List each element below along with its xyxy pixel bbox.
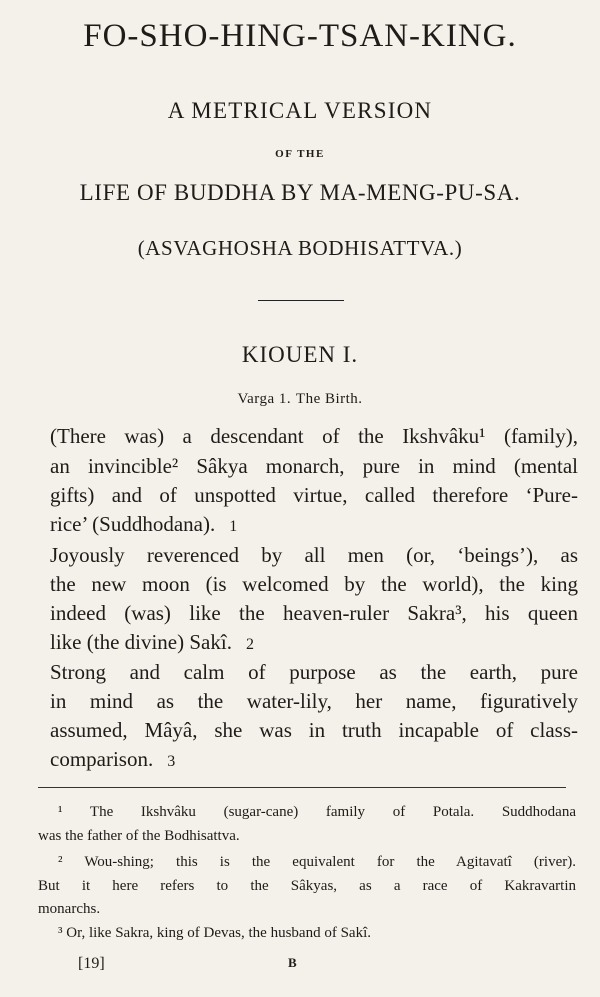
book-title: FO-SHO-HING-TSAN-KING. bbox=[83, 18, 517, 54]
verse-number: 3 bbox=[167, 753, 176, 770]
subtitle-life-of-buddha: LIFE OF BUDDHA BY MA-MENG-PU-SA. bbox=[79, 180, 521, 205]
verse-line: gifts) and of unspotted virtue, called therefore ‘Pure- bbox=[50, 483, 578, 507]
footnote-line: was the father of the Bodhisattva. bbox=[38, 828, 240, 844]
section-divider bbox=[258, 300, 344, 301]
verse-line: Joyously reverenced by all men (or, ‘beings’), as bbox=[50, 543, 578, 567]
verse-number: 2 bbox=[245, 636, 254, 653]
footnote-line: monarchs. bbox=[38, 901, 101, 917]
footnote-line: ² Wou-shing; this is the equivalent for the Agitavatî (river). bbox=[58, 854, 576, 870]
subtitle-metrical-version: A METRICAL VERSION bbox=[167, 98, 433, 123]
verse-line-end bbox=[50, 630, 578, 655]
subtitle-of-the: OF THE bbox=[275, 148, 325, 160]
verse-line: in mind as the water-lily, her name, figuratively bbox=[50, 689, 578, 713]
footnote-line: ³ Or, like Sakra, king of Devas, the husband of Sakî. bbox=[58, 925, 372, 941]
varga-heading bbox=[0, 387, 600, 409]
verse-line: assumed, Mâyâ, she was in truth incapable of class- bbox=[50, 718, 578, 742]
varga-label: Varga 1. bbox=[237, 391, 292, 407]
verse-line: the new moon (is welcomed by the world), the king bbox=[50, 572, 578, 596]
verse-line: an invincible² Sâkya monarch, pure in mind (mental bbox=[50, 454, 578, 478]
chapter-heading: KIOUEN I. bbox=[241, 342, 359, 367]
verse-line: (There was) a descendant of the Ikshvâku¹ (family), bbox=[50, 424, 578, 448]
verse-line-end bbox=[50, 512, 578, 537]
verse-line: Strong and calm of purpose as the earth, pure bbox=[50, 660, 578, 684]
subtitle-author: (ASVAGHOSHA BODHISATTVA.) bbox=[137, 236, 463, 260]
verse-line-end bbox=[50, 747, 578, 772]
signature-mark: B bbox=[288, 955, 297, 970]
varga-title: The Birth. bbox=[295, 391, 363, 407]
footnote-line: But it here refers to the Sâkyas, as a race of Kakravartin bbox=[38, 878, 576, 894]
verse-text: comparison. bbox=[50, 747, 154, 771]
verse-line: indeed (was) like the heaven-ruler Sakra³, his queen bbox=[50, 601, 578, 625]
verse-text: like (the divine) Sakî. bbox=[50, 630, 232, 654]
page-number: [19] bbox=[78, 955, 105, 972]
verse-text: rice’ (Suddhodana). bbox=[50, 512, 216, 536]
verse-number: 1 bbox=[229, 518, 238, 535]
footnote-line: ¹ The Ikshvâku (sugar-cane) family of Potala. Suddhodana bbox=[58, 804, 576, 820]
footnote-divider bbox=[38, 787, 566, 788]
